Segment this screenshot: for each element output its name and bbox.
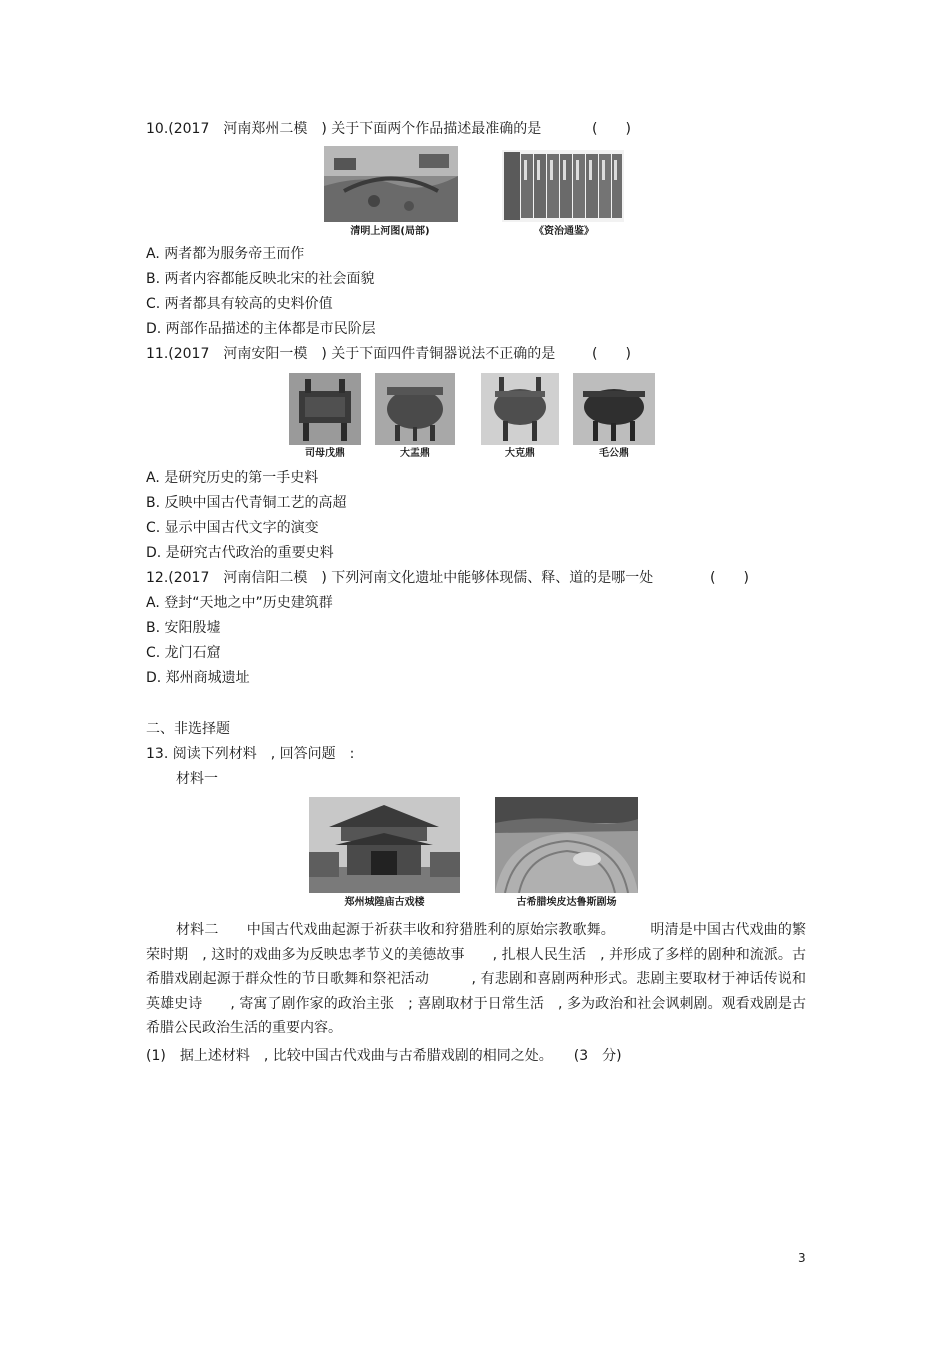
dayu-ding-image: [375, 373, 455, 445]
dake-caption: 大克鼎: [505, 448, 535, 459]
q12-option-d: D. 郑州商城遗址: [146, 670, 250, 686]
zizhi-tongjian-image: [502, 150, 624, 222]
epidaurus-theatre-image: [495, 797, 638, 893]
q13-stem: 13. 阅读下列材料 , 回答问题 :: [146, 746, 355, 762]
maogong-ding-image: [573, 373, 655, 445]
q10-answer-paren: ( ): [592, 121, 631, 137]
q11-option-a: A. 是研究历史的第一手史料: [146, 470, 319, 486]
q13-subquestion-1: (1) 据上述材料 , 比较中国古代戏曲与古希腊戏剧的相同之处。 (3 分): [146, 1048, 622, 1064]
q10-option-b: B. 两者内容都能反映北宋的社会面貌: [146, 271, 375, 287]
q11-option-d: D. 是研究古代政治的重要史料: [146, 545, 334, 561]
maogong-caption: 毛公鼎: [599, 448, 629, 459]
simuwu-ding-image: [289, 373, 361, 445]
material2-paragraph: 材料二 中国古代戏曲起源于祈获丰收和狩猎胜利的原始宗教歌舞。 明清是中国古代戏曲的繁荣时期 , 这时的戏曲多为反映忠孝节义的美德故事 , 扎根人民生活 , 并形成了多样的剧种和流派。古希腊戏剧起源于群众性的节日歌舞和祭祀活动 , 有悲剧和喜剧两种形式。悲剧主要取材于神话传说和英雄史诗 , 寄寓了剧作家的政治主张 ; 喜剧取材于日常生活 , 多为政治和社会讽刺剧。观看戏剧是古希腊公民政治生活的重要内容。: [146, 922, 806, 1036]
qingming-painting-image: [324, 146, 458, 222]
q12-option-b: B. 安阳殷墟: [146, 620, 221, 636]
q10-option-a: A. 两者都为服务帝王而作: [146, 246, 305, 262]
opera-tower-caption: 郑州城隍庙古戏楼: [344, 897, 425, 908]
q12-option-a: A. 登封“天地之中”历史建筑群: [146, 595, 333, 611]
q12-option-c: C. 龙门石窟: [146, 645, 221, 661]
zizhi-caption: 《资治通鉴》: [534, 226, 594, 237]
q12-stem: 12.(2017 河南信阳二模 ) 下列河南文化遗址中能够体现儒、释、道的是哪一处: [146, 570, 654, 586]
q11-stem: 11.(2017 河南安阳一模 ) 关于下面四件青铜器说法不正确的是: [146, 346, 556, 362]
q11-option-b: B. 反映中国古代青铜工艺的高超: [146, 495, 347, 511]
q10-stem: 10.(2017 河南郑州二模 ) 关于下面两个作品描述最准确的是: [146, 121, 542, 137]
epidaurus-caption: 古希腊埃皮达鲁斯剧场: [516, 897, 617, 908]
material1-label: 材料一: [176, 771, 218, 787]
zhengzhou-opera-tower-image: [309, 797, 460, 893]
dake-ding-image: [481, 373, 559, 445]
q10-option-d: D. 两部作品描述的主体都是市民阶层: [146, 321, 376, 337]
dayu-caption: 大盂鼎: [400, 448, 430, 459]
q12-answer-paren: ( ): [710, 570, 749, 586]
q11-option-c: C. 显示中国古代文字的演变: [146, 520, 319, 536]
q10-option-c: C. 两者都具有较高的史料价值: [146, 296, 333, 312]
simuwu-caption: 司母戊鼎: [305, 448, 345, 459]
qingming-caption: 清明上河图(局部): [350, 226, 430, 237]
q11-answer-paren: ( ): [592, 346, 631, 362]
section-title: 二、非选择题: [146, 721, 230, 737]
page-number: 3: [798, 1251, 806, 1265]
